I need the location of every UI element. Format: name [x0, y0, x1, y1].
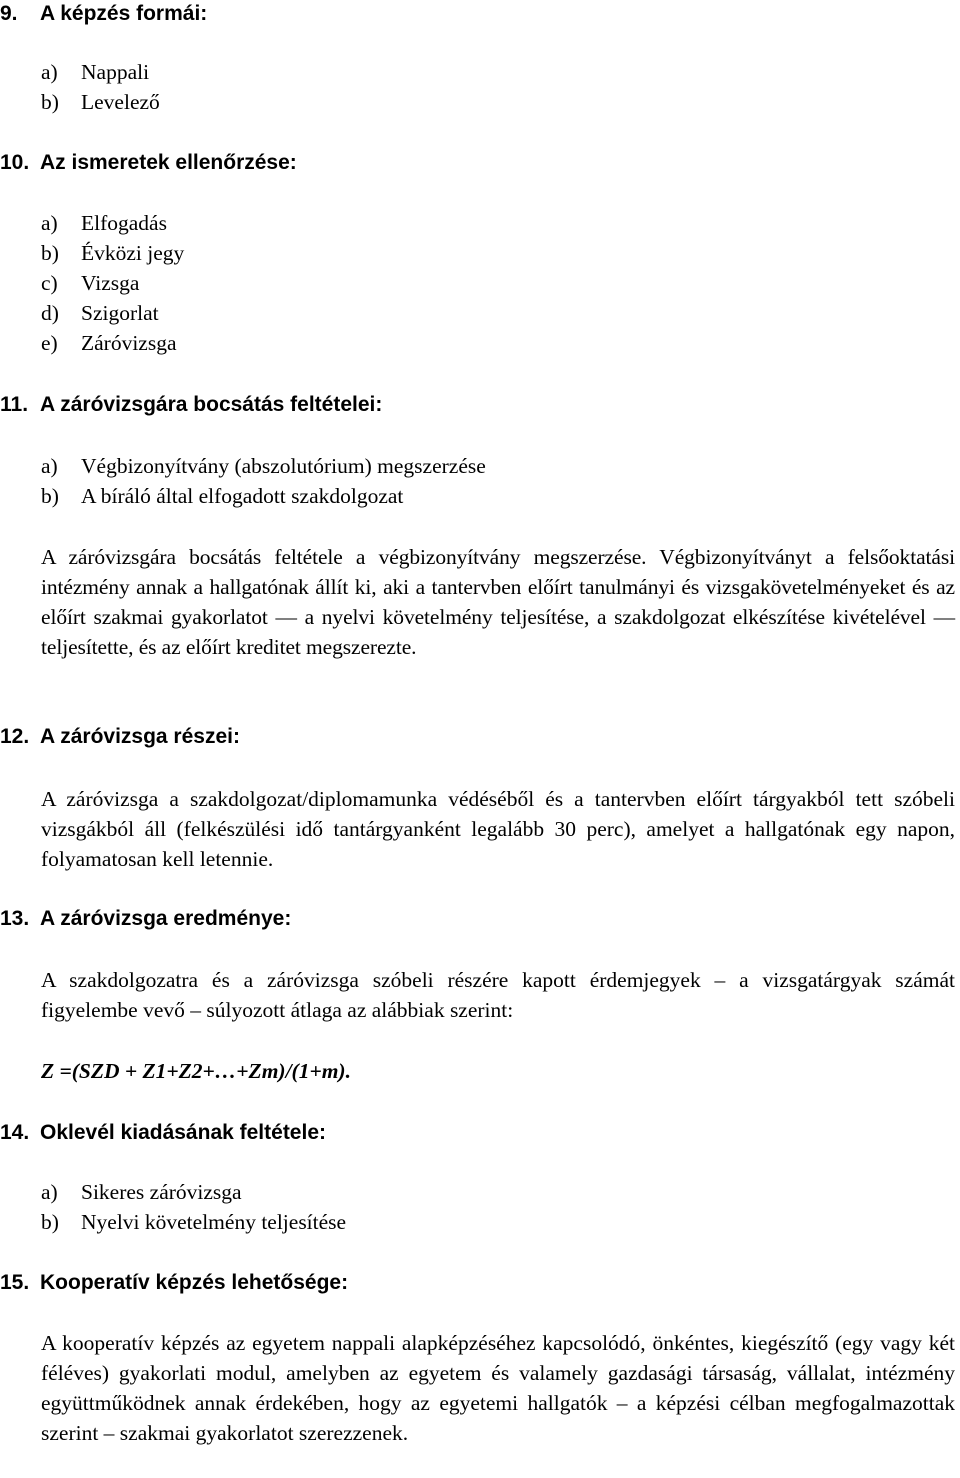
list-item	[41, 1209, 346, 1235]
list-item-text: Évközi jegy	[81, 241, 185, 265]
list-item	[41, 483, 403, 509]
section-15-heading	[0, 1270, 348, 1296]
section-15-paragraph: A kooperatív képzés az egyetem nappali alapképzéséhez kapcsolódó, önkéntes, kiegészítő (egy vagy két féléves) gyakorlati modul, amelyben az egyetem és valamely gazdasági társaság, vállalat, intézmény együttműködnek annak érdekében, hogy az egyetemi hallgatók – a képzési célban megfogalmazottak szerint – szakmai gyakorlatot szerezzenek.	[41, 1331, 955, 1445]
section-number: 12.	[0, 725, 30, 748]
list-item	[41, 453, 486, 479]
list-item-text: Vizsga	[81, 271, 140, 295]
section-title: A záróvizsga eredménye:	[40, 907, 292, 930]
section-13-heading	[0, 906, 291, 932]
list-item-label: d)	[41, 301, 59, 325]
list-item-text: Sikeres záróvizsga	[81, 1180, 242, 1204]
section-9-heading	[0, 1, 207, 27]
section-title: A záróvizsgára bocsátás feltételei:	[40, 393, 383, 416]
section-title: A képzés formái:	[40, 2, 208, 25]
section-10-heading	[0, 150, 297, 176]
section-title: A záróvizsga részei:	[40, 725, 240, 748]
list-item	[41, 330, 177, 356]
section-title: Oklevél kiadásának feltétele:	[40, 1121, 326, 1144]
list-item-text: Záróvizsga	[81, 331, 177, 355]
list-item-label: a)	[41, 454, 58, 478]
list-item-label: b)	[41, 90, 59, 114]
section-title: Kooperatív képzés lehetősége:	[40, 1271, 349, 1294]
section-12-heading	[0, 724, 240, 750]
list-item-text: Levelező	[81, 90, 160, 114]
section-11-paragraph: A záróvizsgára bocsátás feltétele a végbizonyítvány megszerzése. Végbizonyítványt a felsőoktatási intézmény annak a hallgatónak állít ki, aki a tantervben előírt tanulmányi és vizsgakövetelményeket és az előírt szakmai gyakorlatot — a nyelvi követelmény teljesítése, a szakdolgozat elkészítése kivételével — teljesítette, és az előírt kreditet megszerezte.	[41, 545, 955, 659]
list-item-label: e)	[41, 331, 58, 355]
section-number: 11.	[0, 393, 29, 416]
section-13-paragraph: A szakdolgozatra és a záróvizsga szóbeli részére kapott érdemjegyek – a vizsgatárgyak számát figyelembe vevő – súlyozott átlaga az alábbiak szerint:	[41, 968, 955, 1022]
list-item	[41, 270, 139, 296]
section-number: 10.	[0, 151, 30, 174]
list-item-text: Végbizonyítvány (abszolutórium) megszerzése	[81, 454, 486, 478]
list-item-label: a)	[41, 60, 58, 84]
list-item-label: b)	[41, 241, 59, 265]
section-12-paragraph: A záróvizsga a szakdolgozat/diplomamunka védéséből és a tantervben előírt tárgyakból tett szóbeli vizsgákból áll (felkészülési idő tantárgyanként legalább 30 perc), amelyet a hallgatónak egy napon, folyamatosan kell letennie.	[41, 787, 955, 871]
list-item-text: Szigorlat	[81, 301, 159, 325]
list-item-text: A bíráló által elfogadott szakdolgozat	[81, 484, 404, 508]
list-item-label: c)	[41, 271, 58, 295]
section-number: 14.	[0, 1121, 30, 1144]
section-number: 13.	[0, 907, 30, 930]
section-number: 9.	[0, 2, 18, 25]
list-item	[41, 89, 160, 115]
section-number: 15.	[0, 1271, 30, 1294]
list-item-text: Elfogadás	[81, 211, 167, 235]
list-item	[41, 1179, 242, 1205]
list-item-text: Nappali	[81, 60, 150, 84]
list-item	[41, 240, 184, 266]
list-item-label: a)	[41, 1180, 58, 1204]
formula: Z =(SZD + Z1+Z2+…+Zm)/(1+m).	[41, 1059, 351, 1083]
list-item	[41, 300, 159, 326]
section-14-heading	[0, 1120, 326, 1146]
section-11-heading	[0, 392, 382, 418]
list-item	[41, 210, 167, 236]
section-title: Az ismeretek ellenőrzése:	[40, 151, 297, 174]
list-item	[41, 59, 149, 85]
list-item-label: a)	[41, 211, 58, 235]
list-item-label: b)	[41, 1210, 59, 1234]
list-item-text: Nyelvi követelmény teljesítése	[81, 1210, 347, 1234]
list-item-label: b)	[41, 484, 59, 508]
